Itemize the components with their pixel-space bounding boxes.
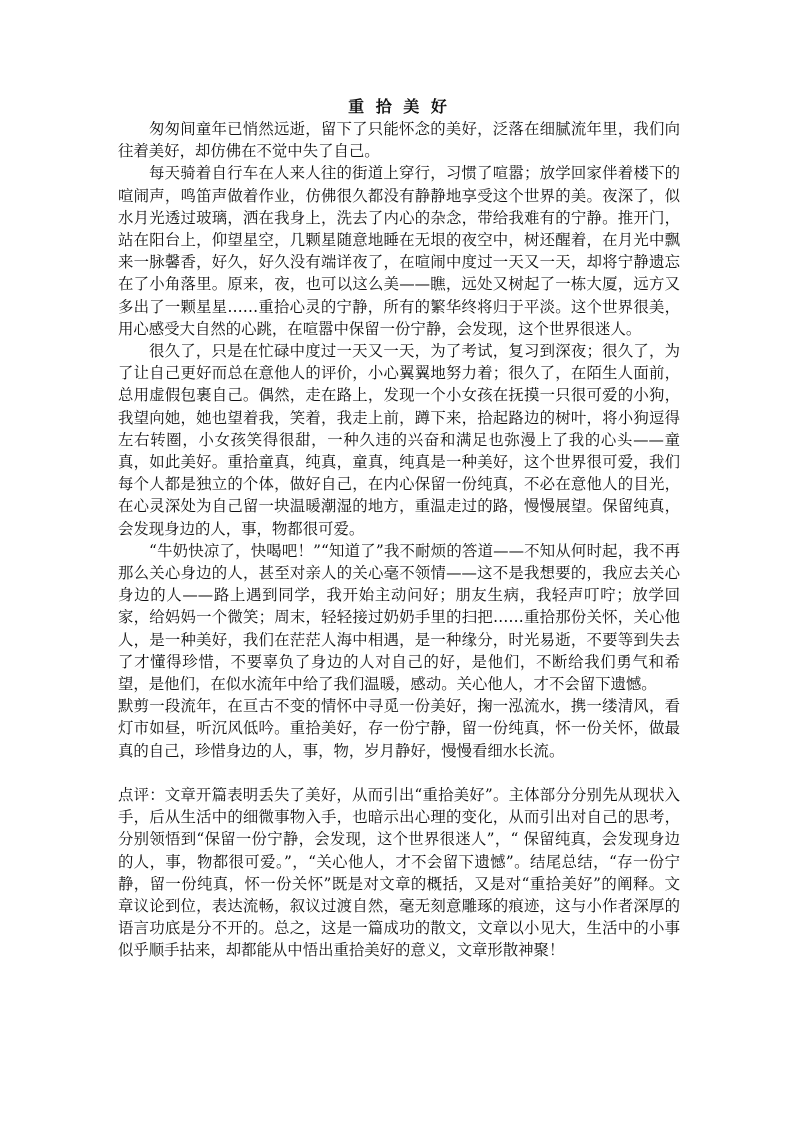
- paragraph-spacer: [118, 762, 680, 784]
- commentary: 点评：文章开篇表明丢失了美好，从而引出“重拾美好”。主体部分分别先从现状入手，后从生活中的细微事物入手，也暗示出心理的变化，从而引出对自己的思考，分别领悟到“保留一份宁静，会发现，这个世界很迷人”，“ 保留纯真，会发现身边的人，事，物都很可爱。”，“关心他人，才不会留下遗憾”。结尾总结，“存一份宁静，留一份纯真，怀一份关怀”既是对文章的概括，又是对“重拾美好”的阐释。文章议论到位，表达流畅，叙议过渡自然，毫无刻意雕琢的痕迹，这与小作者深厚的语言功底是分不开的。总之，这是一篇成功的散文，文章以小见大，生活中的小事似乎顺手拈来，却都能从中悟出重拾美好的意义，文章形散神聚！: [118, 785, 680, 960]
- essay-title: 重 拾 美 好: [348, 97, 450, 116]
- paragraph-3: 很久了，只是在忙碌中度过一天又一天，为了考试，复习到深夜；很久了，为了让自己更好而总在意他人的评价，小心翼翼地努力着；很久了，在陌生人面前，总用虚假包裹自己。偶然，走在路上，发现一个小女孩在抚摸一只很可爱的小狗，我望向她，她也望着我，笑着，我走上前，蹲下来，拾起路边的树叶，将小狗逗得左右转圈，小女孩笑得很甜，一种久违的兴奋和满足也弥漫上了我的心头——童真，如此美好。重拾童真，纯真，童真，纯真是一种美好，这个世界很可爱，我们每个人都是独立的个体，做好自己，在内心保留一份纯真，不必在意他人的目光，在心灵深处为自己留一块温暖潮湿的地方，重温走过的路，慢慢展望。保留纯真，会发现身边的人，事，物都很可爱。: [118, 342, 680, 538]
- paragraph-4: “牛奶快凉了，快喝吧！”“知道了”我不耐烦的答道——不知从何时起，我不再那么关心身边的人，甚至对亲人的关心毫不领情——这不是我想要的，我应去关心身边的人——路上遇到同学，我开始主动问好；朋友生病，我轻声叮咛；放学回家，给妈妈一个微笑；周末，轻轻接过奶奶手里的扫把……重拾那份关怀，关心他人，是一种美好，我们在茫茫人海中相遇，是一种缘分，时光易逝，不要等到失去了才懂得珍惜，不要辜负了身边的人对自己的好，是他们，不断给我们勇气和希望，是他们，在似水流年中给了我们温暖，感动。关心他人，才不会留下遗憾。: [118, 541, 680, 694]
- document-page: [118, 96, 680, 962]
- paragraph-2: 每天骑着自行车在人来人往的街道上穿行，习惯了喧嚣；放学回家伴着楼下的喧闹声，鸣笛声做着作业，仿佛很久都没有静静地享受这个世界的美。夜深了，似水月光透过玻璃，洒在我身上，洗去了内心的杂念，带给我难有的宁静。推开门，站在阳台上，仰望星空，几颗星随意地睡在无垠的夜空中，树还醒着，在月光中飘来一脉馨香，好久，好久没有端详夜了，在喧闹中度过一天又一天，却将宁静遗忘在了小角落里。原来，夜，也可以这么美——瞧，远处又树起了一栋大厦，远方又多出了一颗星星……重拾心灵的宁静，所有的繁华终将归于平淡。这个世界很美，用心感受大自然的心跳，在喧嚣中保留一份宁静，会发现，这个世界很迷人。: [118, 164, 680, 338]
- paragraph-1: 匆匆间童年已悄然远逝，留下了只能怀念的美好，泛落在细腻流年里，我们向往着美好，却仿佛在不觉中失了自己。: [118, 120, 680, 161]
- paragraph-5: 默剪一段流年，在亘古不变的情怀中寻觅一份美好，掬一泓流水，携一缕清风，看灯市如昼，听沉风低吟。重拾美好，存一份宁静，留一份纯真，怀一份关怀，做最真的自己，珍惜身边的人，事，物，岁月静好，慢慢看细水长流。: [118, 697, 680, 760]
